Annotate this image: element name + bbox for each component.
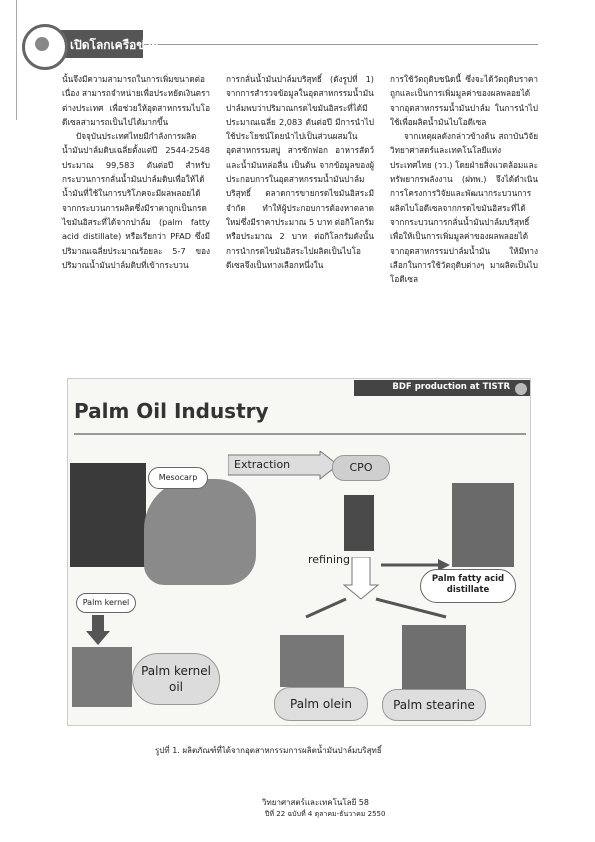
column-2: [226, 72, 374, 272]
figure-rule: [74, 433, 526, 435]
cpo-sample-photo: [344, 495, 374, 551]
stearine-sample-photo: [402, 625, 466, 689]
header-emblem-icon: [22, 24, 68, 70]
header-rule: [143, 44, 538, 45]
palm-olein-label: Palm olein: [274, 687, 368, 721]
paragraph: จากเหตุผลดังกล่าวข้างต้น สถาบันวิจัยวิทยาศาสตร์และเทคโนโลยีแห่งประเทศไทย (วว.) โดยฝ่ายสิ่งแวดล้อมและทรัพยากรพลังงาน (ฝทพ.) จึงได้ดำเนินการโครงการวิจัยและพัฒนากระบวนการผลิตไบโอดีเซลจากกรดไขมันอิสระที่ได้จากกระบวนการกลั่นน้ำมันปาล์มบริสุทธิ์ เพื่อให้เป็นการเพิ่มมูลค่าของผลพลอยได้จากอุตสาหกรรมปาล์มน้ำมัน ให้มีทางเลือกในการใช้วัตถุดิบต่างๆ มาผลิตเป็นไบโอดีเซล: [390, 131, 539, 285]
footer-issue: ปีที่ 22 ฉบับที่ 4 ตุลาคม-ธันวาคม 2550: [265, 810, 386, 818]
side-ornament: [6, 0, 17, 120]
figure-title: Palm Oil Industry: [74, 399, 269, 423]
column-1: [62, 72, 210, 272]
kernel-oil-sample-photo: [72, 647, 132, 707]
olein-sample-photo: [280, 635, 344, 687]
figure-caption: รูปที่ 1. ผลิตภัณฑ์ที่ได้จากอุตสาหกรรมการผลิตน้ำมันปาล์มบริสุทธิ์: [155, 746, 382, 755]
pfad-callout: Palm fatty acid distillate: [420, 569, 516, 603]
pfad-sample-photo: [452, 483, 514, 567]
paragraph: ปัจจุบันประเทศไทยมีกำลังการผลิตน้ำมันปาล์มดิบเฉลี่ยตั้งแต่ปี 2544-2548 ประมาณ 99,583 ตันต่อปี สำหรับกระบวนการกลั่นน้ำมันปาล์มดิบเพื่อให้ได้น้ำมันที่ใช้ในการบริโภคจะมีผลพลอยได้จากกระบวนการผลิตซึ่งมีราคาถูกเป็นกรดไขมันอิสระที่ได้จากปาล์ม (palm fatty acid distillate) หรือเรียกว่า PFAD ซึ่งมีปริมาณเฉลี่ยประมาณร้อยละ 5-7 ของปริมาณน้ำมันปาล์มดิบที่เข้ากระบวน: [62, 131, 210, 270]
body-columns: [62, 72, 538, 362]
palm-fruit-photo: [144, 479, 256, 585]
cpo-label: CPO: [332, 455, 390, 481]
footer-journal: วิทยาศาสตร์และเทคโนโลยี 58: [262, 798, 369, 807]
figure-banner: [354, 380, 530, 396]
column-3: [390, 72, 538, 286]
refining-label: refining: [308, 553, 350, 566]
paragraph: การกลั่นน้ำมันปาล์มบริสุทธิ์ (ดังรูปที่ 1) จากการสำรวจข้อมูลในอุตสาหกรรมน้ำมันปาล์มพบว่าปริมาณกรดไขมันอิสระที่ได้มีประมาณเฉลี่ย 2,083 ตันต่อปี มีการนำไปใช้ประโยชน์โดยนำไปเป็นส่วนผสมในอุตสาหกรรมสบู่ สารซักฟอก อาหารสัตว์ และน้ำมันหล่อลื่น เป็นต้น จากข้อมูลของผู้ประกอบการในอุตสาหกรรมน้ำมันปาล์มบริสุทธิ์ ตลาดการขายกรดไขมันอิสระมีจำกัด ทำให้ผู้ประกอบการต้องหาตลาดใหม่ซึ่งมีราคาประมาณ 5 บาท ต่อกิโลกรัมหรือประมาณ 2 บาท ต่อกิโลกรัมดังนั้นการนำกรดไขมันอิสระไปผลิตเป็นไบโอดีเซลจึงเป็นทางเลือกหนึ่งใน: [226, 74, 374, 270]
kernel-callout: Palm kernel: [76, 593, 136, 613]
kernel-arrow-icon: [86, 615, 110, 645]
extraction-label: Extraction: [234, 458, 291, 471]
palm-fruit-bunch-photo: [70, 463, 146, 567]
figure-banner-text: BDF production at TISTR: [392, 382, 510, 392]
palm-stearine-label: Palm stearine: [382, 689, 486, 721]
tistr-logo-icon: [515, 383, 527, 395]
paragraph: การใช้วัตถุดิบชนิดนี้ ซึ่งจะได้วัตถุดิบราคาถูกและเป็นการเพิ่มมูลค่าของผลพลอยได้จากอุตสาหกรรมน้ำมันปาล์ม ในการนำไปใช้เพื่อผลิตน้ำมันไบโอดีเซล: [390, 74, 538, 127]
paragraph: นั้นจึงมีความสามารถในการเพิ่มขนาดต่อเนื่อง สามารถจำหน่ายเพื่อประหยัดเงินตราต่างประเทศ เพื่อช่วยให้อุตสาหกรรมไบโอดีเซลสามารถเป็นไปได้มากขึ้น: [62, 74, 210, 127]
palm-kernel-oil-label: Palm kernel oil: [132, 653, 220, 705]
section-title: เปิดโลกเครือข่าย: [70, 38, 159, 52]
mesocarp-callout: Mesocarp: [148, 467, 208, 489]
figure-palm-oil-industry: [67, 378, 531, 726]
